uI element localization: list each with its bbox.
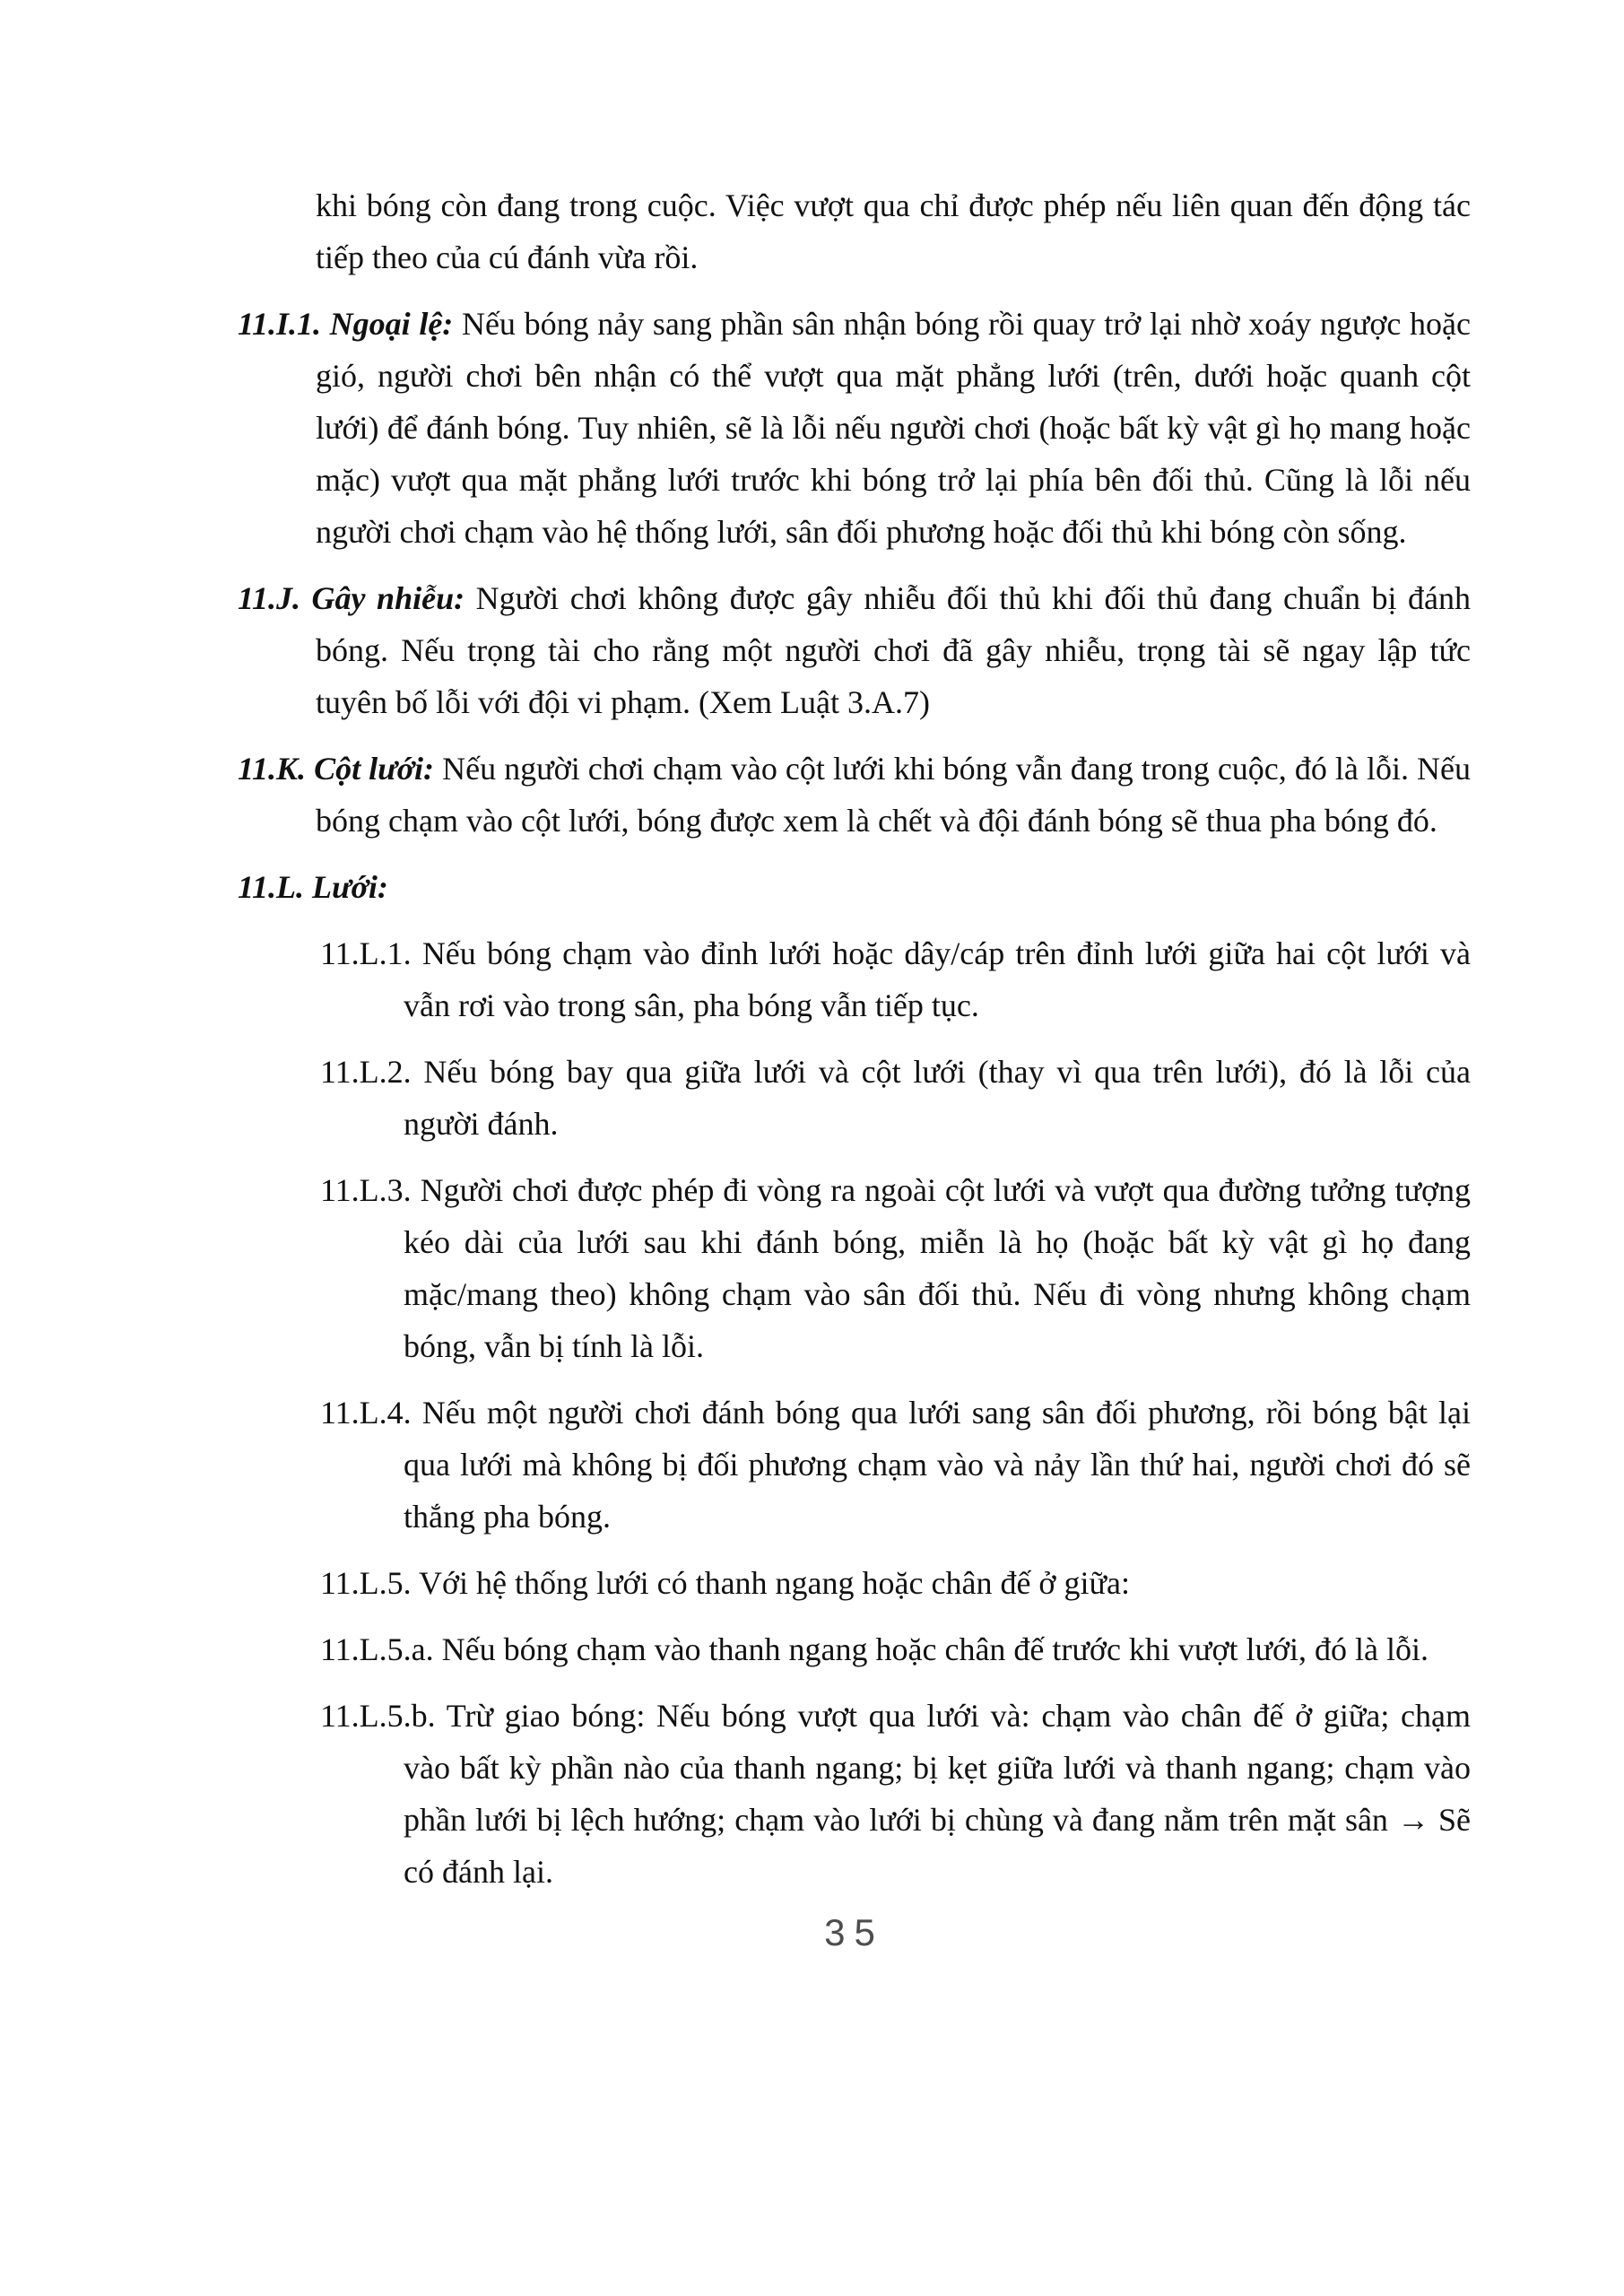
page-number: 35 [824,1911,884,1953]
rule-11-l-4 [0,1387,1471,1543]
rule-11-k [0,743,1471,847]
rule-11-l-3-body: Người chơi được phép đi vòng ra ngoài cột lưới và vượt qua đường tưởng tượng kéo dài của lưới sau khi đánh bóng, miễn là họ (hoặc bất kỳ vật gì họ đang mặc/mang theo) không chạm vào sân đối thủ. Nếu đi vòng nhưng không chạm bóng, vẫn bị tính là lỗi. [404,1172,1472,1364]
rule-11-l-4-body: Nếu một người chơi đánh bóng qua lưới sang sân đối phương, rồi bóng bật lại qua lưới mà không bị đối phương chạm vào và nảy lần thứ hai, người chơi đó sẽ thắng pha bóng. [404,1395,1472,1535]
rule-11-l-5-b-num: 11.L.5.b. [320,1698,436,1734]
rule-11-l-5-a-num: 11.L.5.a. [320,1631,434,1667]
rule-11-l-5-b [0,1690,1471,1898]
rule-11-l-label: 11.L. Lưới: [238,869,388,905]
rule-11-l-2-body: Nếu bóng bay qua giữa lưới và cột lưới (thay vì qua trên lưới), đó là lỗi của người đánh. [404,1054,1472,1142]
rule-11-l-5-num: 11.L.5. [320,1565,412,1601]
rule-11-l-5-a-body: Nếu bóng chạm vào thanh ngang hoặc chân đế trước khi vượt lưới, đó là lỗi. [441,1631,1429,1667]
rule-11-i-1-label: 11.I.1. Ngoại lệ: [238,306,454,342]
rule-11-k-body: Nếu người chơi chạm vào cột lưới khi bóng vẫn đang trong cuộc, đó là lỗi. Nếu bóng chạm vào cột lưới, bóng được xem là chết và đội đánh bóng sẽ thua pha bóng đó. [316,751,1471,839]
rule-11-l-4-num: 11.L.4. [320,1395,412,1431]
rule-11-l-1-body: Nếu bóng chạm vào đỉnh lưới hoặc dây/cáp trên đỉnh lưới giữa hai cột lưới và vẫn rơi vào trong sân, pha bóng vẫn tiếp tục. [404,935,1471,1023]
continuation-paragraph: khi bóng còn đang trong cuộc. Việc vượt qua chỉ được phép nếu liên quan đến động tác tiếp theo của cú đánh vừa rồi. [316,187,1471,275]
rule-11-l-5-a [0,1623,1471,1675]
rule-11-l-5-body: Với hệ thống lưới có thanh ngang hoặc chân đế ở giữa: [419,1565,1130,1601]
rule-11-j [0,572,1471,728]
rule-11-l-2 [0,1046,1471,1150]
rule-11-j-label: 11.J. Gây nhiễu: [238,580,465,616]
rule-11-i-1-body: Nếu bóng nảy sang phần sân nhận bóng rồi quay trở lại nhờ xoáy ngược hoặc gió, người chơi bên nhận có thể vượt qua mặt phẳng lưới (trên, dưới hoặc quanh cột lưới) để đánh bóng. Tuy nhiên, sẽ là lỗi nếu người chơi (hoặc bất kỳ vật gì họ mang hoặc mặc) vượt qua mặt phẳng lưới trước khi bóng trở lại phía bên đối thủ. Cũng là lỗi nếu người chơi chạm vào hệ thống lưới, sân đối phương hoặc đối thủ khi bóng còn sống. [316,306,1472,550]
rule-11-l-heading [0,861,1471,913]
rule-11-l-2-num: 11.L.2. [320,1054,412,1090]
rule-11-l-1-num: 11.L.1. [320,935,412,971]
rule-11-l-3-num: 11.L.3. [320,1172,412,1208]
rule-11-l-3 [0,1164,1471,1372]
rule-11-l-5 [0,1557,1471,1609]
rule-11-i-1 [0,298,1471,558]
rule-11-j-body: Người chơi không được gây nhiễu đối thủ khi đối thủ đang chuẩn bị đánh bóng. Nếu trọng tài cho rằng một người chơi đã gây nhiễu, trọng tài sẽ ngay lập tức tuyên bố lỗi với đội vi phạm. (Xem Luật 3.A.7) [316,580,1472,720]
rule-11-l-1 [0,927,1471,1031]
rule-11-k-label: 11.K. Cột lưới: [238,751,435,787]
rule-11-l-5-b-body: Trừ giao bóng: Nếu bóng vượt qua lưới và: chạm vào chân đế ở giữa; chạm vào bất kỳ phần nào của thanh ngang; bị kẹt giữa lưới và thanh ngang; chạm vào phần lưới bị lệch hướng; chạm vào lưới bị chùng và đang nằm trên mặt sân → Sẽ có đánh lại. [404,1698,1471,1890]
